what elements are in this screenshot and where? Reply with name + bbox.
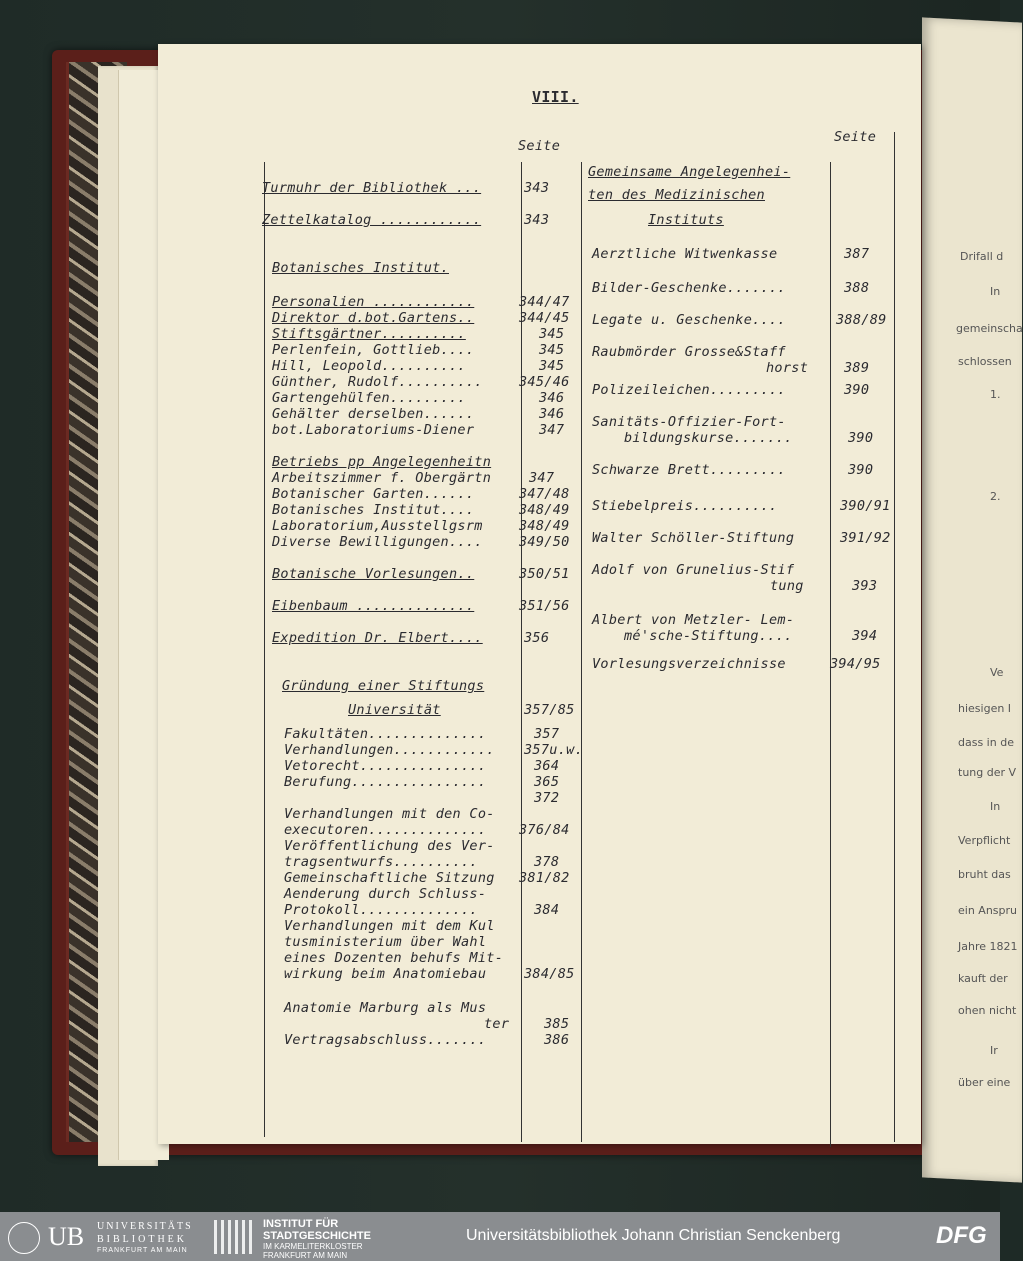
left-entry-text: Vetorecht...............	[284, 758, 487, 774]
left-entry-page: 384/85	[524, 966, 575, 982]
facing-page-fragment: 1.	[990, 388, 1001, 401]
right-entry-text: Raubmörder Grosse&Staff	[592, 344, 786, 360]
ub-logo-mark: UB	[48, 1222, 85, 1251]
left-entry-page: 347	[529, 470, 555, 486]
facing-page-fragment: Verpflicht	[958, 834, 1011, 847]
left-entry-page: 349/50	[519, 534, 570, 550]
facing-page-fragment: kauft der	[958, 972, 1008, 985]
left-entry-text: Botanischer Garten......	[272, 486, 475, 502]
left-entry-text: Arbeitszimmer f. Obergärtn	[272, 470, 492, 486]
facing-page-fragment: ein Anspru	[958, 904, 1017, 917]
left-entry-text: executoren..............	[284, 822, 487, 838]
facing-page-fragment: Ve	[990, 666, 1004, 679]
left-entry-text: Verhandlungen mit den Co-	[284, 806, 495, 822]
right-entry-text: tung	[770, 578, 804, 594]
facing-page-fragment: 2.	[990, 490, 1001, 503]
left-entry-page: 384	[534, 902, 560, 918]
left-entry-page: 343	[524, 180, 550, 196]
right-entry-page: 388	[844, 280, 870, 296]
left-entry-page: 347/48	[519, 486, 570, 502]
left-entry-page: 345	[539, 358, 565, 374]
right-entry-page: 390	[848, 462, 874, 478]
left-entry-text: wirkung beim Anatomiebau	[284, 966, 487, 982]
left-entry-text: Diverse Bewilligungen....	[272, 534, 483, 550]
right-entry-text: Sanitäts-Offizier-Fort-	[592, 414, 786, 430]
left-entry-text: Expedition Dr. Elbert....	[272, 630, 483, 646]
ifs-logo-line4: FRANKFURT AM MAIN	[263, 1251, 348, 1260]
facing-page-fragment: schlossen	[958, 355, 1012, 368]
left-entry-text: Eibenbaum ..............	[272, 598, 475, 614]
left-entry-page: 386	[544, 1032, 570, 1048]
left-entry-text: Veröffentlichung des Ver-	[284, 838, 495, 854]
facing-page-fragment: dass in de	[958, 736, 1014, 749]
right-entry-page: 389	[844, 360, 870, 376]
right-entry-text: Bilder-Geschenke.......	[592, 280, 786, 296]
left-entry-text: Universität	[348, 702, 441, 718]
right-entry-page: 391/92	[840, 530, 891, 546]
facing-page-fragment: bruht das	[958, 868, 1011, 881]
left-entry-text: Personalien ............	[272, 294, 475, 310]
facing-page-fragment: In	[990, 285, 1001, 298]
page-number: VIII.	[532, 88, 579, 106]
facing-page-fragment: Drifall d	[960, 250, 1004, 263]
facing-page-fragment: Jahre 1821	[958, 940, 1018, 953]
facing-page-fragment: über eine	[958, 1076, 1011, 1089]
left-entry-page: 365	[534, 774, 560, 790]
left-entry-text: eines Dozenten behufs Mit-	[284, 950, 504, 966]
right-entry-text: Legate u. Geschenke....	[592, 312, 786, 328]
left-entry-page: 372	[534, 790, 560, 806]
left-entry-page: 364	[534, 758, 560, 774]
facing-page-fragment: Ir	[990, 1044, 998, 1057]
ifs-logo-line1: INSTITUT FÜR	[263, 1218, 339, 1230]
right-entry-text: Stiebelpreis..........	[592, 498, 778, 514]
left-entry-text: Fakultäten..............	[284, 726, 487, 742]
left-entry-text: Zettelkatalog ............	[262, 212, 482, 228]
right-entry-page: 390/91	[840, 498, 891, 514]
right-entry-text: horst	[766, 360, 809, 376]
left-entry-page: 348/49	[519, 502, 570, 518]
right-entry-text: Instituts	[648, 212, 724, 228]
ub-logo-line3: FRANKFURT AM MAIN	[97, 1247, 188, 1254]
right-entry-text: Walter Schöller-Stiftung	[592, 530, 795, 546]
left-entry-page: 357u.w.	[524, 742, 583, 758]
left-entry-text: Botanisches Institut.	[272, 260, 449, 276]
left-entry-text: tusministerium über Wahl	[284, 934, 487, 950]
left-entry-text: Direktor d.bot.Gartens..	[272, 310, 475, 326]
facing-page-fragment: In	[990, 800, 1001, 813]
left-entry-text: Laboratorium,Ausstellgsrm	[272, 518, 483, 534]
column-header-left: Seite	[518, 138, 561, 154]
right-entry-text: Gemeinsame Angelegenhei-	[588, 164, 791, 180]
right-entry-page: 393	[852, 578, 878, 594]
left-entry-text: Betriebs pp Angelegenheitn	[272, 454, 492, 470]
ub-logo-line1: UNIVERSITÄTS	[97, 1221, 193, 1232]
right-entry-text: Vorlesungsverzeichnisse	[592, 656, 786, 672]
rule-mid-right	[581, 162, 582, 1142]
left-entry-text: Botanische Vorlesungen..	[272, 566, 475, 582]
left-entry-page: 343	[524, 212, 550, 228]
left-entry-text: ter	[484, 1016, 510, 1032]
left-entry-text: tragsentwurfs..........	[284, 854, 478, 870]
left-entry-text: Gartengehülfen.........	[272, 390, 466, 406]
left-entry-page: 356	[524, 630, 550, 646]
left-entry-text: Gemeinschaftliche Sitzung	[284, 870, 495, 886]
left-entry-text: Gehälter derselben......	[272, 406, 475, 422]
left-entry-text: Vertragsabschluss.......	[284, 1032, 487, 1048]
left-entry-text: Botanisches Institut....	[272, 502, 475, 518]
left-entry-page: 346	[539, 390, 565, 406]
column-header-right: Seite	[834, 129, 877, 145]
left-entry-page: 357/85	[524, 702, 575, 718]
left-entry-text: Hill, Leopold..........	[272, 358, 466, 374]
left-entry-text: Stiftsgärtner..........	[272, 326, 466, 342]
right-entry-text: Adolf von Grunelius-Stif	[592, 562, 795, 578]
right-entry-text: Aerztliche Witwenkasse	[592, 246, 778, 262]
left-entry-page: 344/47	[519, 294, 570, 310]
left-entry-page: 350/51	[519, 566, 570, 582]
index-page	[158, 44, 921, 1144]
right-entry-text: Albert von Metzler- Lem-	[592, 612, 795, 628]
right-entry-text: Polizeileichen.........	[592, 382, 786, 398]
left-entry-text: Turmuhr der Bibliothek ...	[262, 180, 482, 196]
left-entry-page: 344/45	[519, 310, 570, 326]
facing-page-fragment: hiesigen I	[958, 702, 1012, 715]
left-entry-text: Anatomie Marburg als Mus	[284, 1000, 487, 1016]
right-entry-page: 387	[844, 246, 870, 262]
ifs-logo-line2: STADTGESCHICHTE	[263, 1230, 371, 1242]
left-entry-page: 378	[534, 854, 560, 870]
ub-logo-line2: BIBLIOTHEK	[97, 1234, 187, 1245]
left-entry-page: 347	[539, 422, 565, 438]
dfg-logo: DFG	[936, 1222, 987, 1249]
ub-seal-icon	[8, 1222, 40, 1254]
left-entry-page: 345	[539, 326, 565, 342]
left-entry-page: 346	[539, 406, 565, 422]
left-entry-page: 348/49	[519, 518, 570, 534]
left-entry-page: 351/56	[519, 598, 570, 614]
right-entry-text: ten des Medizinischen	[588, 187, 765, 203]
left-entry-page: 385	[544, 1016, 570, 1032]
left-entry-page: 345	[539, 342, 565, 358]
right-entry-page: 388/89	[836, 312, 887, 328]
right-entry-page: 390	[848, 430, 874, 446]
left-entry-text: Aenderung durch Schluss-	[284, 886, 487, 902]
right-entry-text: mé'sche-Stiftung....	[624, 628, 793, 644]
facing-page-fragment: gemeinscha	[956, 322, 1023, 335]
facing-page-fragment: ohen nicht	[958, 1004, 1017, 1017]
left-entry-page: 376/84	[519, 822, 570, 838]
left-entry-text: Gründung einer Stiftungs	[282, 678, 485, 694]
right-entry-page: 394/95	[830, 656, 881, 672]
left-entry-text: bot.Laboratoriums-Diener	[272, 422, 475, 438]
left-entry-text: Berufung................	[284, 774, 487, 790]
left-entry-page: 345/46	[519, 374, 570, 390]
ifs-logo-line3: IM KARMELITERKLOSTER	[263, 1242, 363, 1251]
footer-bar	[0, 1212, 1000, 1261]
rule-left	[264, 162, 265, 1137]
left-entry-text: Protokoll..............	[284, 902, 478, 918]
left-entry-text: Günther, Rudolf..........	[272, 374, 483, 390]
right-entry-text: bildungskurse.......	[624, 430, 793, 446]
rule-right	[830, 162, 831, 1147]
right-entry-page: 390	[844, 382, 870, 398]
left-entry-text: Perlenfein, Gottlieb....	[272, 342, 475, 358]
rule-far-right	[894, 132, 895, 1142]
left-entry-page: 381/82	[519, 870, 570, 886]
left-entry-page: 357	[534, 726, 560, 742]
left-entry-text: Verhandlungen mit dem Kul	[284, 918, 495, 934]
ifs-logo-icon	[214, 1220, 254, 1254]
facing-page-fragment: tung der V	[958, 766, 1017, 779]
right-entry-text: Schwarze Brett.........	[592, 462, 786, 478]
left-entry-text: Verhandlungen............	[284, 742, 495, 758]
footer-title: Universitätsbibliothek Johann Christian Senckenberg	[466, 1227, 841, 1244]
right-entry-page: 394	[852, 628, 878, 644]
